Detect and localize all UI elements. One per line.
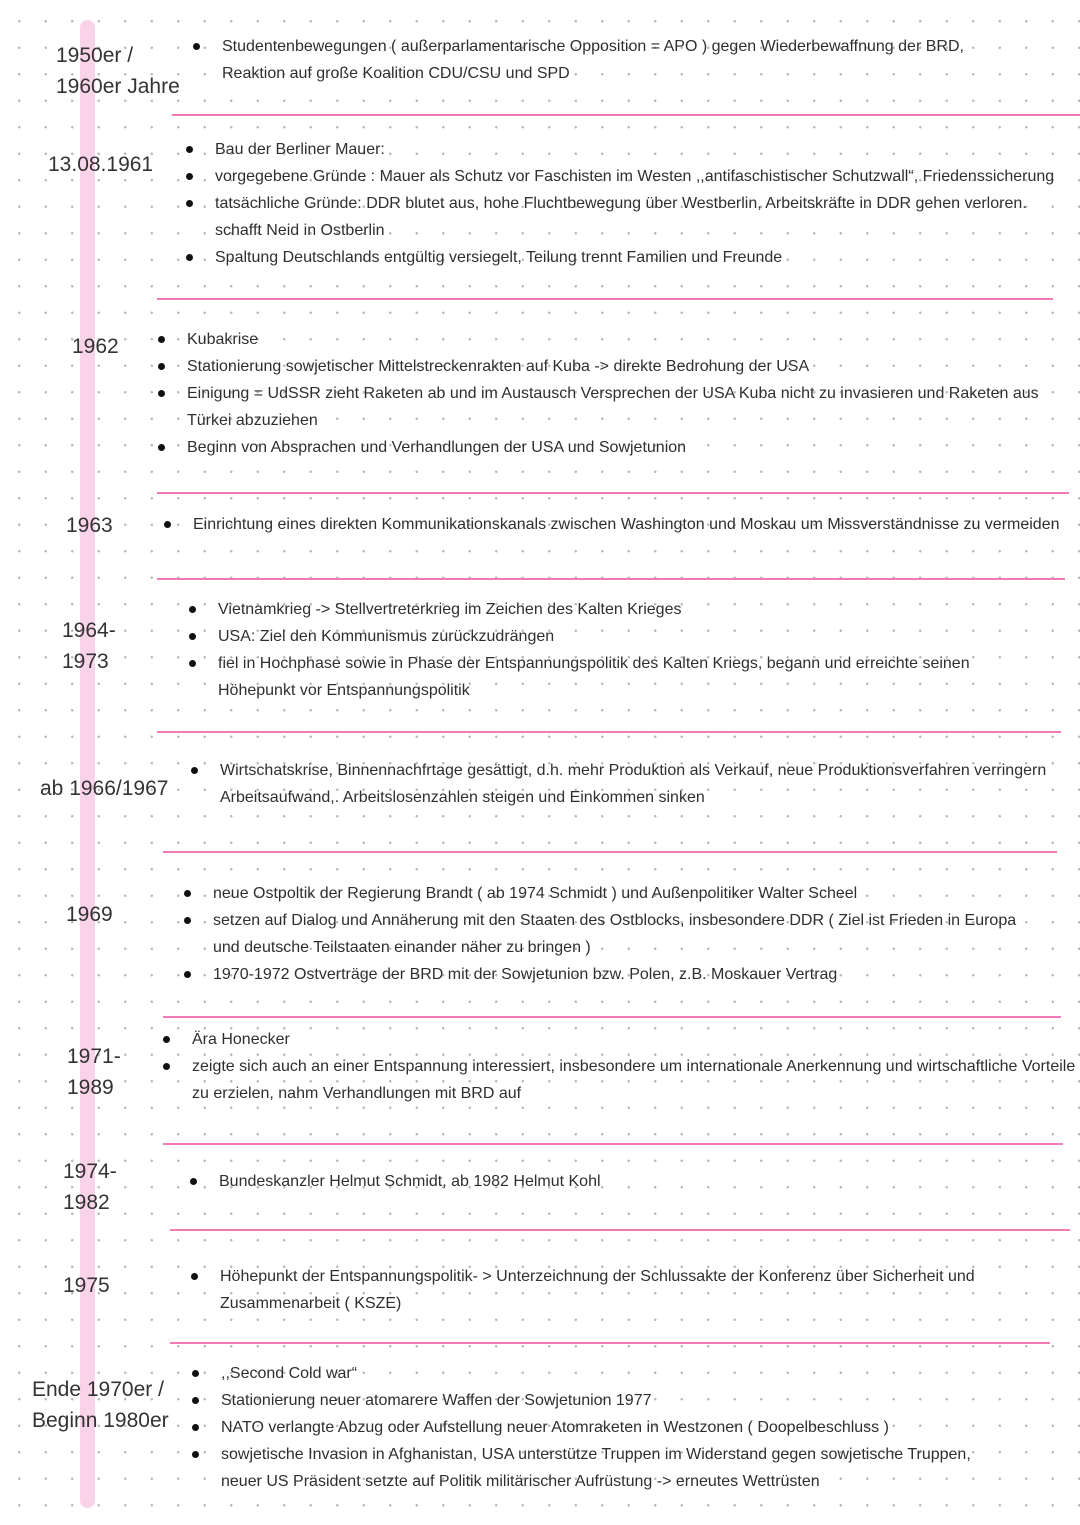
entry-bullet: Höhepunkt der Entspannungspolitik- > Unterzeichnung der Schlussakte der Konferenz über Sicherheit und Zusammenarbeit ( KSZE) [188,1263,988,1317]
entry-bullet: neue Ostpoltik der Regierung Brandt ( ab 1974 Schmidt ) und Außenpolitiker Walter Scheel [181,880,1041,907]
entry-bullet: USA: Ziel den Kommunismus zurückzudrängen [186,623,1036,650]
entry-bullet: zeigte sich auch an einer Entspannung interessiert, insbesondere um internationale Anerkennung und wirtschaftliche Vorteile zu erzielen, nahm Verhandlungen mit BRD auf [160,1053,1080,1107]
entry-bullet: sowjetische Invasion in Afghanistan, USA unterstütze Truppen im Widerstand gegen sowjetische Truppen, neuer US Präsident setzte auf Politik militärischer Aufrüstung -> erneutes Wettrüsten [189,1441,989,1495]
entry-separator [163,1143,1063,1145]
entry-bullet-list [160,1026,1080,1107]
entry-separator [157,731,1061,733]
entry-bullet-list [189,1360,989,1495]
entry-bullet: Bau der Berliner Mauer: [183,136,1063,163]
entry-separator [163,1016,1061,1018]
entry-bullet: Stationierung neuer atomarere Waffen der Sowjetunion 1977 [189,1387,989,1414]
entry-bullet: vorgegebene Gründe : Mauer als Schutz vor Faschisten im Westen ,,antifaschistischer Schutzwall“, Friedenssicherung [183,163,1063,190]
entry-date: 1975 [63,1274,110,1297]
entry-bullet: setzen auf Dialog und Annäherung mit den Staaten des Ostblocks, insbesondere DDR ( Ziel ist Frieden in Europa und deutsche Teilstaaten einander näher zu bringen ) [181,907,1041,961]
entry-bullet-list [186,596,1036,704]
entry-bullet: Studentenbewegungen ( außerparlamentarische Opposition = APO ) gegen Wiederbewaffnung der BRD, Reaktion auf große Koalition CDU/CSU und SPD [190,33,980,87]
entry-bullet-list [155,326,1075,461]
entry-separator [157,298,1053,300]
entry-date: 1962 [72,335,119,358]
entry-date: 1964- 1973 [62,619,116,673]
entry-date: Ende 1970er / Beginn 1980er [32,1378,169,1432]
entry-bullet: Vietnamkrieg -> Stellvertreterkrieg im Zeichen des Kalten Krieges [186,596,1036,623]
entry-bullet-list [183,136,1063,271]
entry-separator [170,1229,1070,1231]
entry-bullet-list [190,33,980,87]
entry-bullet-list [188,757,1048,811]
entry-bullet: Bundeskanzler Helmut Schmidt, ab 1982 Helmut Kohl [187,1168,1047,1195]
entry-bullet: Wirtschatskrise, Binnennachfrtage gesättigt, d.h. mehr Produktion als Verkauf, neue Produktionsverfahren verringern Arbeitsaufwand,. Arbeitslosenzahlen steigen und Einkommen sinken [188,757,1048,811]
entry-bullet: tatsächliche Gründe: DDR blutet aus, hohe Fluchtbewegung über Westberlin, Arbeitskräfte in DDR gehen verloren. schafft Neid in Ostberlin [183,190,1063,244]
entry-date: 1950er / 1960er Jahre [56,44,180,98]
entry-bullet: ,,Second Cold war“ [189,1360,989,1387]
entry-bullet: Ära Honecker [160,1026,1080,1053]
entry-bullet-list [188,1263,988,1317]
entry-separator [157,492,1069,494]
entry-separator [157,578,1065,580]
entry-bullet-list [187,1168,1047,1195]
entry-bullet: Einigung = UdSSR zieht Raketen ab und im Austausch Versprechen der USA Kuba nicht zu invasieren und Raketen aus Türkei abzuziehen [155,380,1075,434]
entry-date: 1963 [66,514,113,537]
entry-date: 1969 [66,903,113,926]
entry-bullet: Kubakrise [155,326,1075,353]
entry-bullet: Beginn von Absprachen und Verhandlungen der USA und Sowjetunion [155,434,1075,461]
entry-bullet: Einrichtung eines direkten Kommunikationskanals zwischen Washington und Moskau um Missverständnisse zu vermeiden [161,511,1076,538]
entry-bullet-list [181,880,1041,988]
entry-separator [170,1342,1050,1344]
entry-bullet: fiel in Hochphase sowie in Phase der Entspannungspolitik des Kalten Kriegs, begann und erreichte seinen Höhepunkt vor Entspannungspolitik [186,650,1036,704]
entry-separator [172,114,1080,116]
entry-separator [163,851,1057,853]
entry-bullet: Stationierung sowjetischer Mittelstreckenrakten auf Kuba -> direkte Bedrohung der USA [155,353,1075,380]
entry-date: 1971- 1989 [67,1045,121,1099]
entry-bullet: Spaltung Deutschlands entgültig versiegelt, Teilung trennt Familien und Freunde [183,244,1063,271]
entry-date: 1974- 1982 [63,1160,117,1214]
entry-date: ab 1966/1967 [40,777,169,800]
entry-bullet: 1970-1972 Ostverträge der BRD mit der Sowjetunion bzw. Polen, z.B. Moskauer Vertrag [181,961,1041,988]
entry-bullet-list [161,511,1076,538]
entry-bullet: NATO verlangte Abzug oder Aufstellung neuer Atomraketen in Westzonen ( Doopelbeschluss ) [189,1414,989,1441]
entry-date: 13.08.1961 [48,153,154,176]
